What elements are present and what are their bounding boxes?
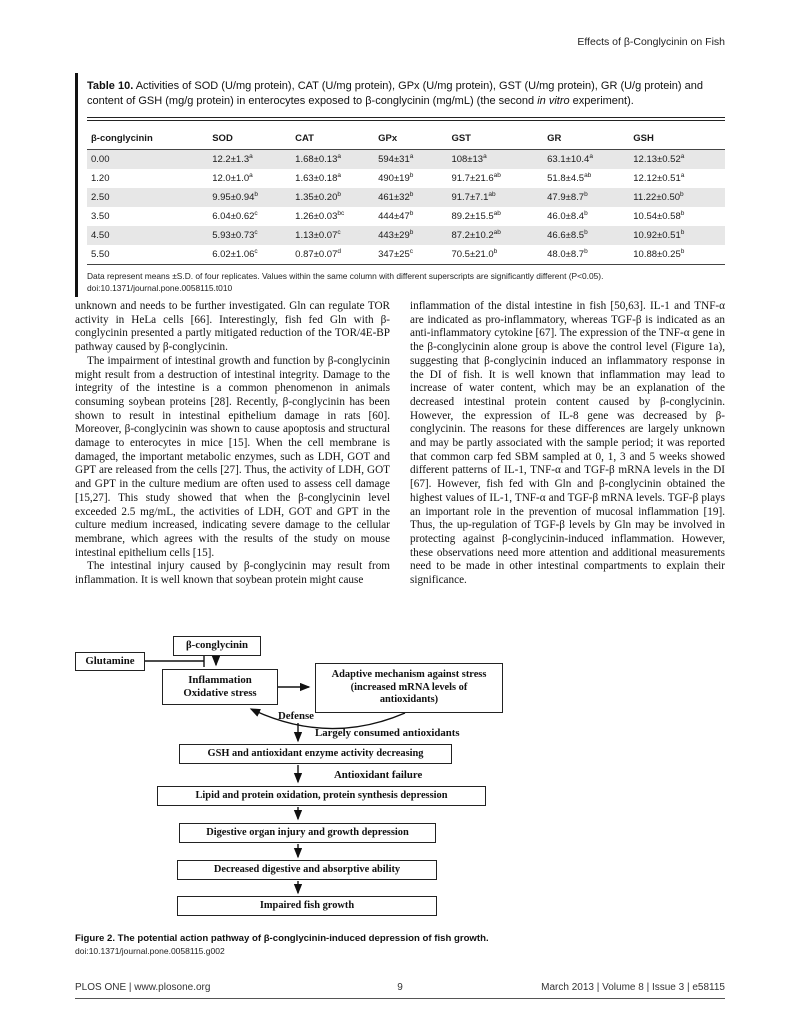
label-antioxidant-failure: Antioxidant failure [334, 769, 423, 781]
caption-divider [87, 117, 725, 121]
table-doi: doi:10.1371/journal.pone.0058115.t010 [87, 282, 233, 293]
col-header: GSH [629, 129, 725, 150]
paragraph: unknown and needs to be further investigated. Gln can regulate TOR activity in HeLa cells [66]. Interestingly, fish fed Gln with β-conglycinin presented a partly mitigated reduction of the TOR/4E-BP pathway caused by β-conglycinin. [75, 300, 390, 354]
table-cell: 89.2±15.5$^{ab}$ [451, 209, 501, 222]
table-cell: $490\pm 19^b$ [378, 171, 414, 184]
table-cell: 10.54±0.58$^b$ [633, 209, 685, 222]
table-cell: 12.13±0.52$^a$ [633, 152, 685, 165]
table-row [87, 245, 725, 265]
table-cell: 10.88±0.25$^b$ [633, 247, 685, 260]
table-cell: 91.7±7.1$^{ab}$ [451, 190, 496, 203]
paragraph: The intestinal injury caused by β-conglycinin may result from inflammation. It is well known that soybean protein might cause [75, 560, 390, 587]
running-head: Effects of β-Conglycinin on Fish [577, 36, 725, 48]
table-cell: 63.1±10.4$^a$ [547, 152, 593, 165]
node-gsh-decreasing: GSH and antioxidant enzyme activity decreasing [179, 744, 452, 764]
node-impaired-fish-growth: Impaired fish growth [177, 896, 437, 916]
table-header-row [87, 129, 725, 150]
node-glutamine: Glutamine [75, 652, 145, 671]
table-cell: $461\pm 32^b$ [378, 190, 414, 203]
table-cell: 12.12±0.51$^a$ [633, 171, 685, 184]
table-cell: 1.63±0.18$^a$ [295, 171, 341, 184]
table-cell: 4.50 [91, 230, 110, 241]
node-beta-conglycinin: β-conglycinin [173, 636, 261, 656]
table-cell: $594\pm 31^a$ [378, 152, 414, 165]
body-text [75, 300, 725, 588]
figure-caption [75, 933, 725, 956]
paragraph: The impairment of intestinal growth and function by β-conglycinin might result from a destruction of intestinal integrity. Damage to the integrity of the intestine is a common phenomenon in animals consuming soybean proteins [28]. Recently, β-conglycinin has been shown to result in intestinal epithelium damage in rats [60]. Moreover, β-conglycinin was shown to cause apoptosis and structural damage to enterocytes in mice [15]. When the cell membrane is damaged, the important metabolic enzymes, such as LDH, GOT and GPT are released from the cells [27]. Thus, the activity of LDH, GOT and GPT in the culture medium are often used to assess cell damage [15,27]. This study showed that when the β-conglycinin level exceeded 2.5 mg/mL, the activities of LDH, GOT and GPT in the culture medium increased, indicating severe damage to the cellular membrane, which agrees with the results of the study on mouse intestinal epithelium cells [15]. [75, 354, 390, 559]
table-cell: 11.22±0.50$^b$ [633, 190, 684, 203]
table-cell: $443\pm 29^b$ [378, 228, 414, 241]
footer-page-number: 9 [397, 982, 403, 993]
col-header: β-conglycinin [87, 129, 208, 150]
table-cell: 47.9±8.7$^b$ [547, 190, 588, 203]
table-cell: 1.20 [91, 173, 110, 184]
table-cell: 48.0±8.7$^b$ [547, 247, 588, 260]
table-cell: 1.13±0.07$^c$ [295, 228, 341, 241]
table-cell: 6.04±0.62$^c$ [212, 209, 258, 222]
table-cell: 51.8±4.5$^{ab}$ [547, 171, 592, 184]
table-cell: 1.68±0.13$^a$ [295, 152, 341, 165]
table-row [87, 169, 725, 188]
page-footer [75, 982, 725, 999]
left-column [75, 300, 390, 588]
label-defense: Defense [278, 710, 314, 722]
table-cell: 0.87±0.07$^d$ [295, 247, 341, 260]
table-10-block [75, 73, 725, 297]
table-caption: Table 10. Activities of SOD (U/mg protein), CAT (U/mg protein), GPx (U/mg protein), GST (U/mg protein), GR (U/g protein) and content of GSH (mg/g protein) in enterocytes exposed to β-conglycinin (mg/mL) (the second in vitro experiment). [87, 80, 703, 107]
table-row [87, 207, 725, 226]
figure-doi: doi:10.1371/journal.pone.0058115.g002 [75, 946, 225, 956]
col-header: GST [447, 129, 543, 150]
footer-journal: PLOS ONE | www.plosone.org [75, 982, 211, 993]
node-decreased-digestive-ability: Decreased digestive and absorptive ability [177, 860, 437, 880]
table-cell: 12.2±1.3$^a$ [212, 152, 253, 165]
table-row [87, 150, 725, 170]
table-cell: 10.92±0.51$^b$ [633, 228, 685, 241]
table-row [87, 188, 725, 207]
table-row [87, 226, 725, 245]
figure-2-flowchart [75, 630, 725, 927]
node-inflammation-oxidative-stress: Inflammation Oxidative stress [162, 669, 278, 705]
figure-caption-text: Figure 2. The potential action pathway of β-conglycinin-induced depression of fish growth. [75, 933, 489, 944]
table-cell: 1.26±0.03$^{bc}$ [295, 209, 345, 222]
table-cell: 6.02±1.06$^c$ [212, 247, 258, 260]
label-largely-consumed: Largely consumed antioxidants [315, 727, 460, 739]
table-cell: 5.50 [91, 249, 110, 260]
col-header: SOD [208, 129, 291, 150]
table-cell: 0.00 [91, 154, 110, 165]
table-footnote: Data represent means ±S.D. of four replicates. Values within the same column with different superscripts are significantly different (P<0.05). [87, 271, 604, 281]
paragraph: inflammation of the distal intestine in fish [50,63]. IL-1 and TNF-α are indicated as pro-inflammatory, whereas TGF-β is indicated as an anti-inflammatory cytokine [67]. The expression of the TNF-α gene in the β-conglycinin alone group is above the control level (Figure 1a), suggesting that β-conglycinin induced an inflammatory response in the DI of fish. It is well known that inflammation may lead to increase of water content, which may be an explanation of the decreased intestinal protein content caused by β-conglycinin. However, the expression of IL-8 gene was decreased by β-conglycinin. The reasons for these differences are largely unknown and may be partly associated with the sample period; it was reported that common carp fed SBM sampled at 0, 1, 3 and 5 weeks showed different patterns of IL-1, TNF-α and TGF-β mRNA levels in the DI [67]. However, fish fed with Gln and β-conglycinin obtained the highest values of IL-1, TNF-α and TGF-β mRNA levels. TGF-β plays an important role in the prevention of mucosal inflammation [19]. Thus, the up-regulation of TGF-β levels by Gln may be involved in protecting against β-conglycinin-induced inflammation. However, these observations need more attention and additional measurements need to be made in other intestinal compartments to explain their significance. [410, 300, 725, 587]
col-header: CAT [291, 129, 374, 150]
table-cell: 46.0±8.4$^b$ [547, 209, 588, 222]
table-cell: 46.6±8.5$^b$ [547, 228, 588, 241]
table-cell: 1.35±0.20$^b$ [295, 190, 341, 203]
col-header: GR [543, 129, 629, 150]
footer-issue-info: March 2013 | Volume 8 | Issue 3 | e58115 [541, 982, 725, 993]
table-cell: 5.93±0.73$^c$ [212, 228, 258, 241]
table-label: Table 10. [87, 80, 134, 92]
table-cell: 70.5±21.0$^b$ [451, 247, 498, 260]
node-adaptive-mechanism: Adaptive mechanism against stress (increased mRNA levels of antioxidants) [315, 663, 503, 713]
table-cell: $347\pm 25^c$ [378, 247, 413, 260]
table-cell: $108\pm 13^a$ [451, 152, 487, 165]
table-cell: 2.50 [91, 192, 110, 203]
table-cell: 9.95±0.94$^b$ [212, 190, 259, 203]
node-digestive-organ-injury: Digestive organ injury and growth depression [179, 823, 436, 843]
table-cell: $444\pm 47^b$ [378, 209, 414, 222]
table-cell: 91.7±21.6$^{ab}$ [451, 171, 501, 184]
table-cell: 87.2±10.2$^{ab}$ [451, 228, 501, 241]
table-cell: 3.50 [91, 211, 110, 222]
node-lipid-protein-oxidation: Lipid and protein oxidation, protein synthesis depression [157, 786, 486, 806]
right-column [410, 300, 725, 588]
col-header: GPx [374, 129, 447, 150]
table-cell: 12.0±1.0$^a$ [212, 171, 253, 184]
table-body [87, 150, 725, 265]
data-table [87, 129, 725, 265]
